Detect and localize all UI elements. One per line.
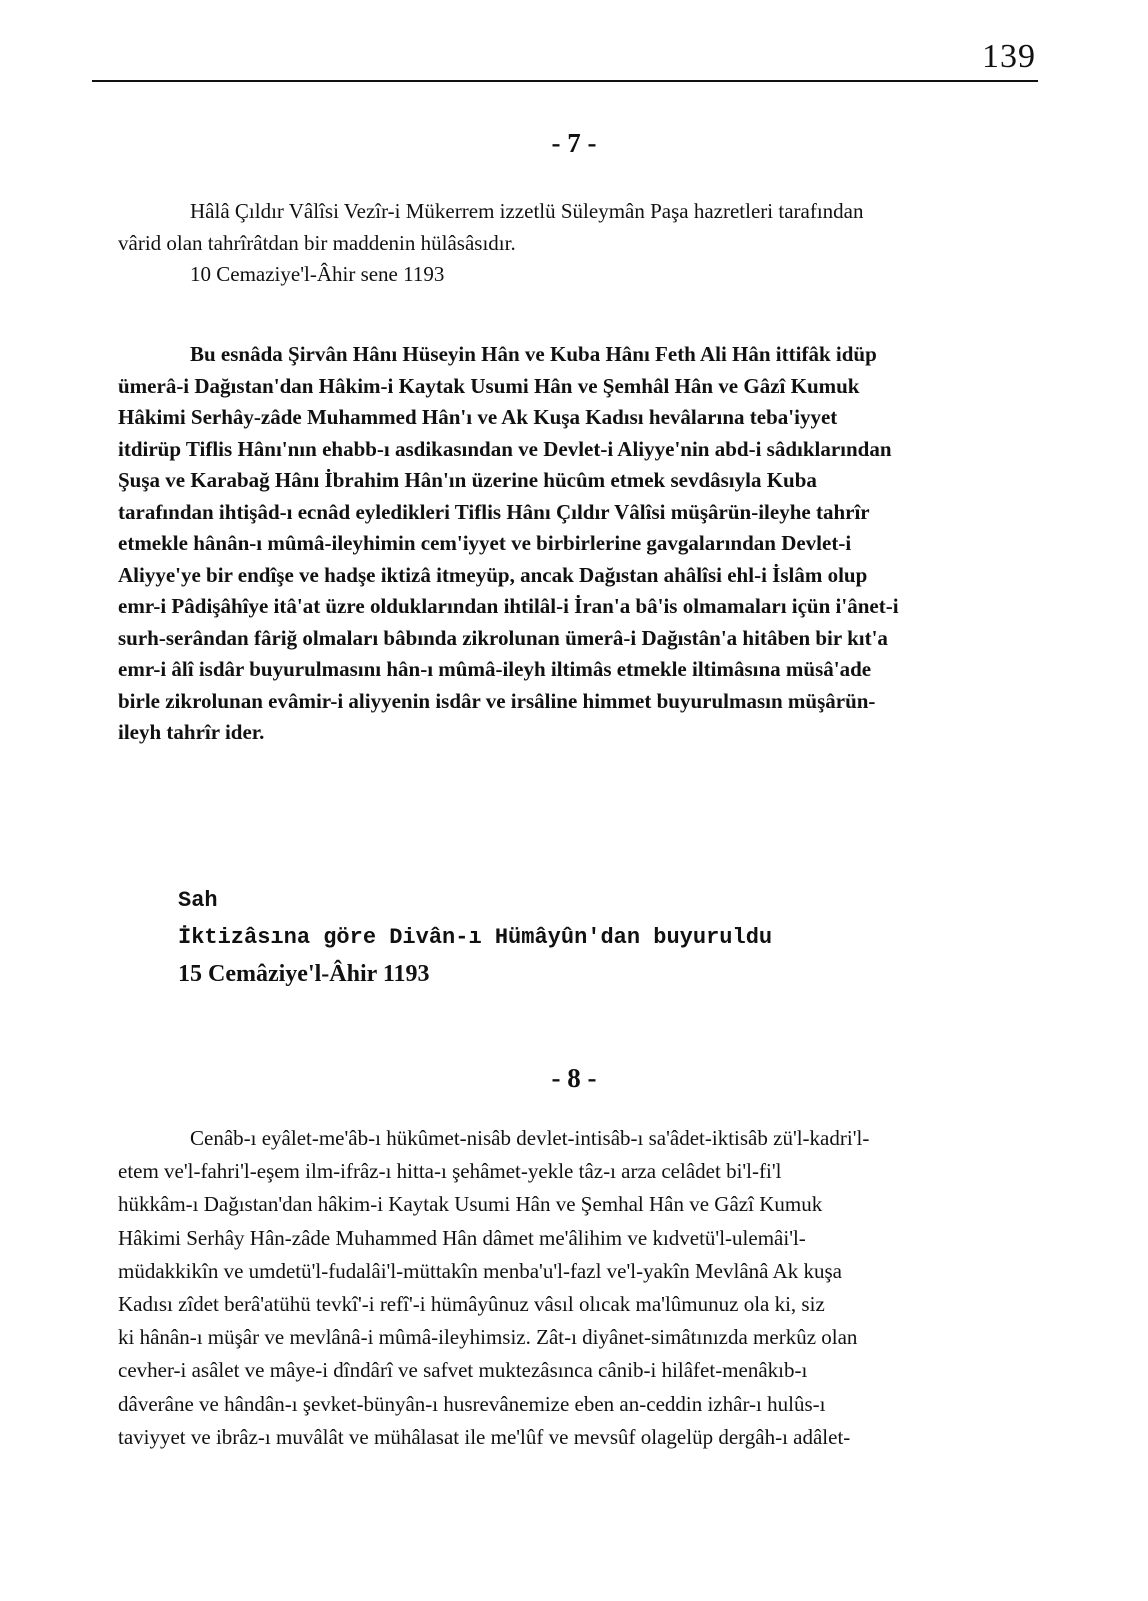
body-line: taviyyet ve ibrâz-ı muvâlât ve mühâlasat ile me'lûf ve mevsûf olagelüp dergâh-ı adâlet- bbox=[118, 1424, 851, 1449]
body-line: itdirüp Tiflis Hânı'nın ehabb-ı asdikasından ve Devlet-i Aliyye'nin abd-i sâdıklarından bbox=[118, 436, 892, 461]
body-line: Bu esnâda Şirvân Hânı Hüseyin Hân ve Kuba Hânı Feth Ali Hân ittifâk idüp bbox=[190, 342, 877, 366]
body-line: surh-serândan fâriğ olmaları bâbında zikrolunan ümerâ-i Dağıstân'a hitâben bir kıt'a bbox=[118, 625, 888, 650]
body-line: tarafından ihtişâd-ı ecnâd eyledikleri Tiflis Hânı Çıldır Vâlîsi müşârün-ileyhe tahrîr bbox=[118, 499, 870, 524]
body-line: müdakkikîn ve umdetü'l-fudalâi'l-müttakîn menba'u'l-fazl ve'l-yakîn Mevlânâ Ak kuşa bbox=[118, 1258, 842, 1283]
date-line: 10 Cemaziye'l-Âhir sene 1193 bbox=[190, 262, 445, 286]
body-line: emr-i âlî isdâr buyurulmasını hân-ı mûmâ-ileyh iltimâs etmekle iltimâsına müsâ'ade bbox=[118, 657, 872, 681]
page-number: 139 bbox=[982, 38, 1036, 75]
section8-body bbox=[118, 1122, 1038, 1454]
body-line: Cenâb-ı eyâlet-me'âb-ı hükûmet-nisâb devlet-intisâb-ı sa'âdet-iktisâb zü'l-kadri'l- bbox=[190, 1126, 870, 1150]
body-line: dâverâne ve hândân-ı şevket-bünyân-ı husrevânemize eben an-ceddin izhâr-ı hulûs-ı bbox=[118, 1391, 826, 1416]
intro-line: vârid olan tahrîrâtdan bir maddenin hülâsâsıdır. bbox=[118, 230, 516, 255]
body-line: cevher-i asâlet ve mâye-i dîndârî ve safvet muktezâsınca cânib-i hilâfet-menâkıb-ı bbox=[118, 1358, 808, 1383]
signature-line: Sah bbox=[178, 888, 218, 913]
body-line: Hâkimi Serhây Hân-zâde Muhammed Hân dâmet me'âlihim ve kıdvetü'l-ulemâi'l- bbox=[118, 1225, 806, 1250]
body-line: Kadısı zîdet berâ'atühü tevkî'-i refî'-i hümâyûnuz vâsıl olıcak ma'lûmunuz ola ki, siz bbox=[118, 1291, 825, 1316]
section7-intro bbox=[118, 196, 1038, 291]
body-line: birle zikrolunan evâmir-i aliyyenin isdâr ve irsâline himmet buyurulmasın müşârün- bbox=[118, 688, 876, 713]
body-line: Hâkimi Serhây-zâde Muhammed Hân'ı ve Ak Kuşa Kadısı hevâlarına teba'iyyet bbox=[118, 405, 838, 429]
intro-line: Hâlâ Çıldır Vâlîsi Vezîr-i Mükerrem izzetlü Süleymân Paşa hazretleri tarafından bbox=[190, 199, 864, 223]
section7-body bbox=[118, 339, 1038, 749]
body-line: etmekle hânân-ı mûmâ-ileyhimin cem'iyyet ve birbirlerine gavgalarından Devlet-i bbox=[118, 531, 852, 555]
body-line: ümerâ-i Dağıstan'dan Hâkim-i Kaytak Usumi Hân ve Şemhâl Hân ve Gâzî Kumuk bbox=[118, 373, 860, 398]
header-rule bbox=[92, 80, 1038, 82]
body-line: Şuşa ve Karabağ Hânı İbrahim Hân'ın üzerine hücûm etmek sevdâsıyla Kuba bbox=[118, 468, 817, 492]
signature-line: İktizâsına göre Divân-ı Hümâyûn'dan buyuruldu bbox=[178, 924, 773, 950]
body-line: ileyh tahrîr ider. bbox=[118, 720, 265, 744]
document-number-7: - 7 - bbox=[551, 128, 597, 158]
body-line: emr-i Pâdişâhîye itâ'at üzre olduklarından ihtilâl-i İran'a bâ'is olmamaları içün i'ânet-i bbox=[118, 594, 899, 618]
body-line: etem ve'l-fahri'l-eşem ilm-ifrâz-ı hitta-ı şehâmet-yekle tâz-ı arza celâdet bi'l-fi'l bbox=[118, 1159, 782, 1184]
body-line: hükkâm-ı Dağıstan'dan hâkim-i Kaytak Usumi Hân ve Şemhal Hân ve Gâzî Kumuk bbox=[118, 1192, 823, 1217]
document-number-8: - 8 - bbox=[551, 1063, 597, 1093]
signature-date: 15 Cemâziye'l-Âhir 1193 bbox=[178, 961, 430, 987]
body-line: Aliyye'ye bir endîşe ve hadşe iktizâ itmeyüp, ancak Dağıstan ahâlîsi ehl-i İslâm olup bbox=[118, 562, 868, 587]
body-line: ki hânân-ı müşâr ve mevlânâ-i mûmâ-ileyhimsiz. Zât-ı diyânet-simâtınızda merkûz olan bbox=[118, 1325, 858, 1350]
section7-signature bbox=[178, 883, 1098, 993]
